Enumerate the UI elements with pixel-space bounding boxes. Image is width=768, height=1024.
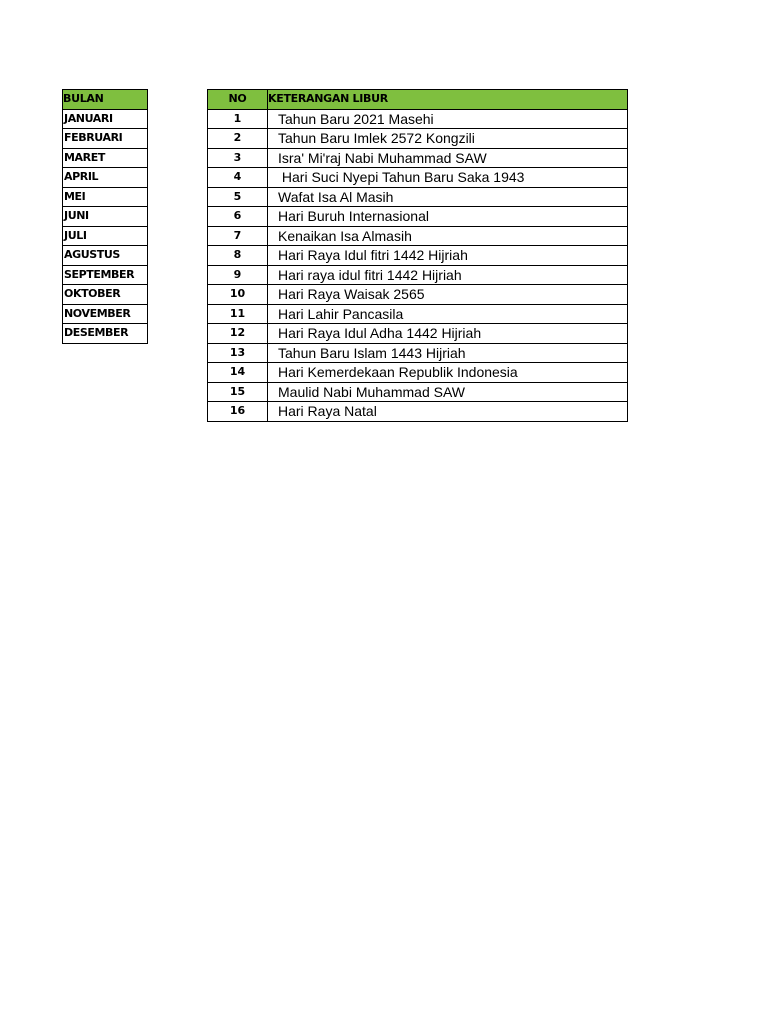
holiday-row: [208, 265, 628, 285]
month-row: [63, 148, 148, 168]
month-row: [63, 246, 148, 266]
no-header-cell[interactable]: NO: [208, 90, 268, 110]
holiday-description-cell[interactable]: Kenaikan Isa Almasih: [268, 226, 628, 246]
holiday-no-cell[interactable]: 15: [208, 382, 268, 402]
month-row: [63, 187, 148, 207]
month-cell[interactable]: MARET: [63, 148, 148, 168]
holiday-description-cell[interactable]: Isra' Mi'raj Nabi Muhammad SAW: [268, 148, 628, 168]
holiday-row: [208, 129, 628, 149]
holiday-row: [208, 324, 628, 344]
month-cell[interactable]: JUNI: [63, 207, 148, 227]
holiday-row: [208, 363, 628, 383]
holiday-header-row: [208, 90, 628, 110]
keterangan-header-cell[interactable]: KETERANGAN LIBUR: [268, 90, 628, 110]
holiday-no-cell[interactable]: 2: [208, 129, 268, 149]
holiday-row: [208, 285, 628, 305]
holiday-description-cell[interactable]: Maulid Nabi Muhammad SAW: [268, 382, 628, 402]
holiday-no-cell[interactable]: 4: [208, 168, 268, 188]
holiday-description-cell[interactable]: Hari Raya Idul Adha 1442 Hijriah: [268, 324, 628, 344]
month-header-cell[interactable]: BULAN: [63, 90, 148, 110]
holiday-description-cell[interactable]: Hari Raya Natal: [268, 402, 628, 422]
holiday-no-cell[interactable]: 16: [208, 402, 268, 422]
holiday-row: [208, 304, 628, 324]
holiday-row: [208, 168, 628, 188]
holiday-row: [208, 207, 628, 227]
month-row: [63, 226, 148, 246]
holiday-no-cell[interactable]: 3: [208, 148, 268, 168]
month-cell[interactable]: MEI: [63, 187, 148, 207]
month-row: [63, 304, 148, 324]
holiday-row: [208, 187, 628, 207]
holiday-description-cell[interactable]: Hari Kemerdekaan Republik Indonesia: [268, 363, 628, 383]
month-row: [63, 207, 148, 227]
month-table: [62, 89, 148, 344]
holiday-description-cell[interactable]: Hari Lahir Pancasila: [268, 304, 628, 324]
holiday-no-cell[interactable]: 1: [208, 109, 268, 129]
month-cell[interactable]: FEBRUARI: [63, 129, 148, 149]
holiday-no-cell[interactable]: 13: [208, 343, 268, 363]
month-row: [63, 129, 148, 149]
holiday-row: [208, 246, 628, 266]
holiday-table: [207, 89, 628, 422]
holiday-no-cell[interactable]: 11: [208, 304, 268, 324]
holiday-description-cell[interactable]: Hari raya idul fitri 1442 Hijriah: [268, 265, 628, 285]
holiday-description-cell[interactable]: Hari Raya Idul fitri 1442 Hijriah: [268, 246, 628, 266]
holiday-no-cell[interactable]: 7: [208, 226, 268, 246]
holiday-no-cell[interactable]: 14: [208, 363, 268, 383]
holiday-row: [208, 148, 628, 168]
month-row: [63, 168, 148, 188]
holiday-row: [208, 382, 628, 402]
holiday-no-cell[interactable]: 6: [208, 207, 268, 227]
month-cell[interactable]: SEPTEMBER: [63, 265, 148, 285]
month-cell[interactable]: JULI: [63, 226, 148, 246]
holiday-no-cell[interactable]: 5: [208, 187, 268, 207]
holiday-no-cell[interactable]: 12: [208, 324, 268, 344]
holiday-description-cell[interactable]: Hari Buruh Internasional: [268, 207, 628, 227]
month-cell[interactable]: OKTOBER: [63, 285, 148, 305]
month-cell[interactable]: DESEMBER: [63, 324, 148, 344]
month-cell[interactable]: AGUSTUS: [63, 246, 148, 266]
holiday-no-cell[interactable]: 9: [208, 265, 268, 285]
month-row: [63, 109, 148, 129]
month-header-row: [63, 90, 148, 110]
month-row: [63, 324, 148, 344]
holiday-row: [208, 226, 628, 246]
month-row: [63, 265, 148, 285]
month-cell[interactable]: JANUARI: [63, 109, 148, 129]
holiday-no-cell[interactable]: 10: [208, 285, 268, 305]
holiday-row: [208, 402, 628, 422]
holiday-description-cell[interactable]: Wafat Isa Al Masih: [268, 187, 628, 207]
holiday-row: [208, 343, 628, 363]
holiday-description-cell[interactable]: Hari Raya Waisak 2565: [268, 285, 628, 305]
holiday-description-cell[interactable]: Tahun Baru Islam 1443 Hijriah: [268, 343, 628, 363]
holiday-description-cell[interactable]: Tahun Baru 2021 Masehi: [268, 109, 628, 129]
holiday-description-cell[interactable]: Hari Suci Nyepi Tahun Baru Saka 1943: [268, 168, 628, 188]
holiday-row: [208, 109, 628, 129]
month-cell[interactable]: APRIL: [63, 168, 148, 188]
month-cell[interactable]: NOVEMBER: [63, 304, 148, 324]
holiday-no-cell[interactable]: 8: [208, 246, 268, 266]
month-row: [63, 285, 148, 305]
holiday-description-cell[interactable]: Tahun Baru Imlek 2572 Kongzili: [268, 129, 628, 149]
